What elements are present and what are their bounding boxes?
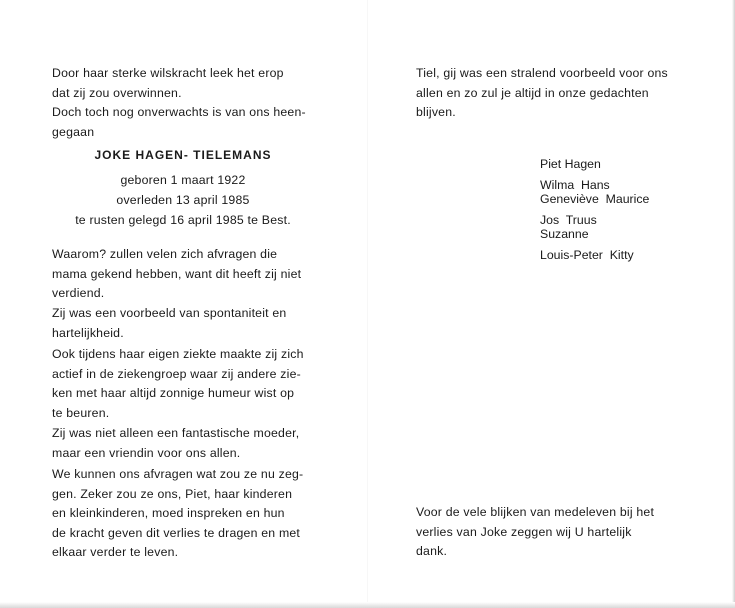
paragraph-line: Zij was niet alleen een fantastische moeder, (52, 426, 300, 440)
thanks-line: verlies van Joke zeggen wij U hartelijk (416, 524, 632, 539)
family-line-wilma: Wilma Hans (540, 178, 610, 192)
family-names (540, 157, 649, 262)
paragraph-afvragen (52, 465, 314, 563)
intro-line: gegaan (52, 124, 95, 139)
tribute-line: Tiel, gij was een stralend voorbeeld voor ons (416, 66, 668, 80)
paragraph-line: Waarom? zullen velen zich afvragen die (52, 247, 278, 261)
thanks-paragraph (416, 503, 678, 562)
intro-line: Doch toch nog onverwachts is van ons heen- (52, 105, 306, 119)
paragraph-voorbeeld (52, 304, 314, 343)
deceased-name: JOKE HAGEN- TIELEMANS (94, 148, 272, 162)
paragraph-line: We kunnen ons afvragen wat zou ze nu zeg- (52, 467, 304, 481)
paragraph-line: de kracht geven dit verlies te dragen en met (52, 525, 301, 540)
paragraph-line: mama gekend hebben, want dit heeft zij niet (52, 266, 302, 281)
paragraph-line: Ook tijdens haar eigen ziekte maakte zij zich (52, 347, 304, 361)
tribute-line: blijven. (416, 105, 456, 119)
paragraph-line: en kleinkinderen, moed inspreken en hun (52, 506, 285, 520)
burial-date: te rusten gelegd 16 april 1985 te Best. (75, 213, 291, 227)
intro-paragraph (52, 64, 314, 142)
paragraph-line: Zij was een voorbeeld van spontaniteit en (52, 306, 287, 320)
birth-date: geboren 1 maart 1922 (120, 173, 246, 187)
thanks-line: Voor de vele blijken van medeleven bij het (416, 505, 655, 519)
card-edge-bottom (0, 602, 735, 608)
paragraph-moeder (52, 424, 314, 463)
paragraph-line: hartelijkheid. (52, 325, 124, 340)
family-line-piet: Piet Hagen (540, 157, 601, 171)
paragraph-line: verdiend. (52, 286, 105, 300)
family-line-suzanne: Suzanne (540, 227, 589, 241)
family-line-louis-peter: Louis-Peter Kitty (540, 248, 634, 262)
intro-line: dat zij zou overwinnen. (52, 85, 182, 100)
tribute-line: allen en zo zul je altijd in onze gedachten (416, 85, 649, 100)
paragraph-line: actief in de ziekengroep waar zij andere zie- (52, 366, 301, 381)
paragraph-line: gen. Zeker zou ze ons, Piet, haar kinderen (52, 486, 293, 501)
card-fold (367, 0, 368, 608)
family-line-jos: Jos Truus (540, 213, 597, 227)
death-date: overleden 13 april 1985 (116, 193, 250, 207)
paragraph-line: te beuren. (52, 405, 110, 420)
tribute-paragraph (416, 64, 678, 123)
paragraph-waarom (52, 245, 314, 304)
paragraph-ziekte (52, 345, 314, 423)
life-dates (52, 170, 314, 230)
paragraph-line: maar een vriendin voor ons allen. (52, 445, 241, 460)
intro-line: Door haar sterke wilskracht leek het erop (52, 66, 284, 80)
paragraph-line: elkaar verder te leven. (52, 545, 179, 559)
family-line-genevieve: Geneviève Maurice (540, 192, 650, 206)
thanks-line: dank. (416, 544, 448, 558)
paragraph-line: ken met haar altijd zonnige humeur wist op (52, 386, 295, 400)
